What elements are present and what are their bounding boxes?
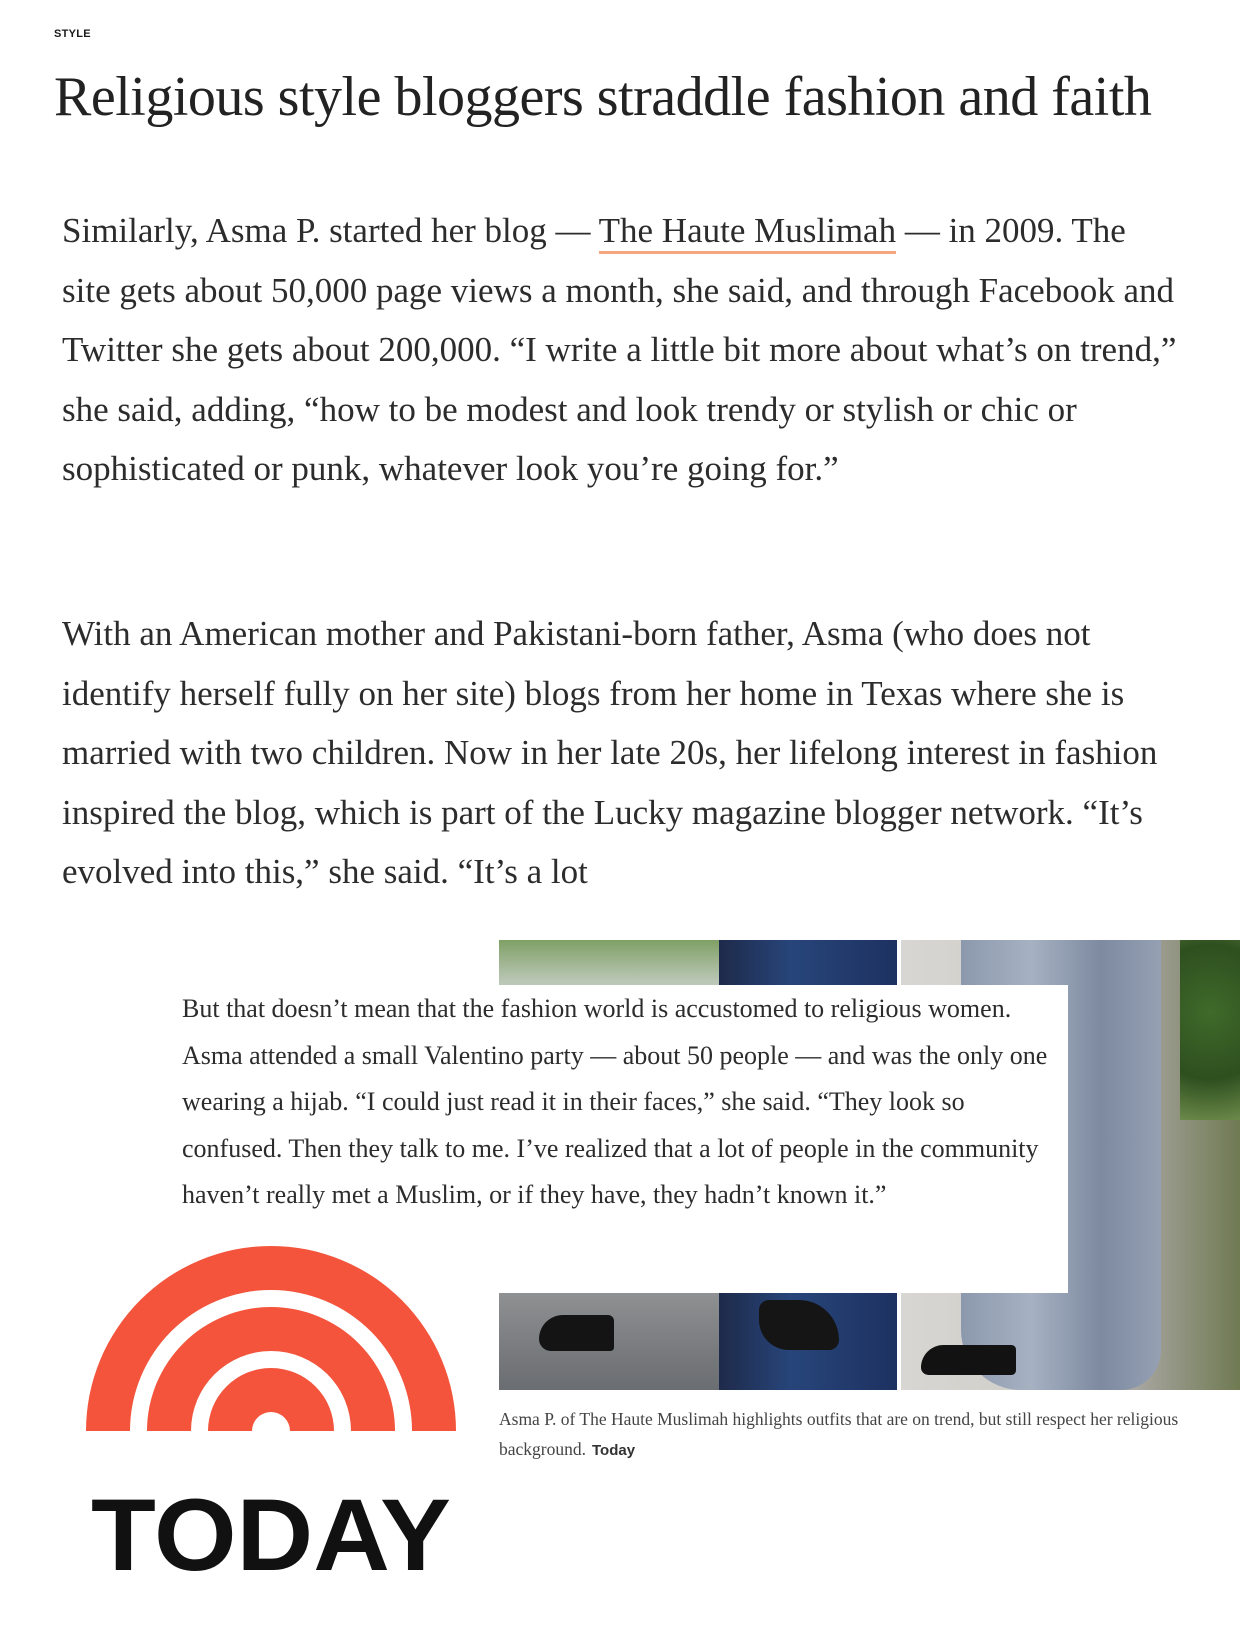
today-wordmark: TODAY bbox=[91, 1478, 451, 1575]
section-label: STYLE bbox=[54, 28, 91, 40]
haute-muslimah-link[interactable]: The Haute Muslimah bbox=[599, 211, 896, 254]
article-paragraph-2: With an American mother and Pakistani-born father, Asma (who does not identify herself fully on her site) blogs from her home in Texas where she is married with two children. Now in her late 20s, her lifelong interest in fashion inspired the blog, which is part of the Lucky magazine blogger network. “It’s evolved into this,” she said. “It’s a lot bbox=[62, 614, 1158, 891]
photo-caption bbox=[499, 1404, 1242, 1464]
paragraph-text: Similarly, Asma P. started her blog — bbox=[62, 211, 599, 250]
foliage bbox=[1180, 940, 1240, 1120]
photo-credit: Today bbox=[592, 1442, 636, 1459]
black-heel-shoe bbox=[921, 1345, 1016, 1375]
today-rainbow-icon bbox=[86, 1246, 456, 1431]
today-logo bbox=[86, 1245, 456, 1575]
pull-quote-text: But that doesn’t mean that the fashion world is accustomed to religious women. Asma attended a small Valentino party — about 50 people — and was the only one wearing a hijab. “I could just read it in their faces,” she said. “They look so confused. Then they talk to me. I’ve realized that a lot of people in the community haven’t really met a Muslim, or if they have, they hadn’t known it.” bbox=[182, 994, 1048, 1209]
article-paragraph-1 bbox=[62, 201, 1182, 499]
black-heel-shoe bbox=[539, 1315, 614, 1351]
caption-text: Asma P. of The Haute Muslimah highlights outfits that are on trend, but still respect her religious background. bbox=[499, 1409, 1179, 1459]
article-headline: Religious style bloggers straddle fashion and faith bbox=[54, 66, 1152, 128]
paragraph-text: — in 2009. The site gets about 50,000 page views a month, she said, and through Facebook and Twitter she gets about 200,000. “I write a little bit more about what’s on trend,” she said, adding, “how to be modest and look trendy or stylish or chic or sophisticated or punk, whatever look you’re going for.” bbox=[62, 211, 1177, 488]
